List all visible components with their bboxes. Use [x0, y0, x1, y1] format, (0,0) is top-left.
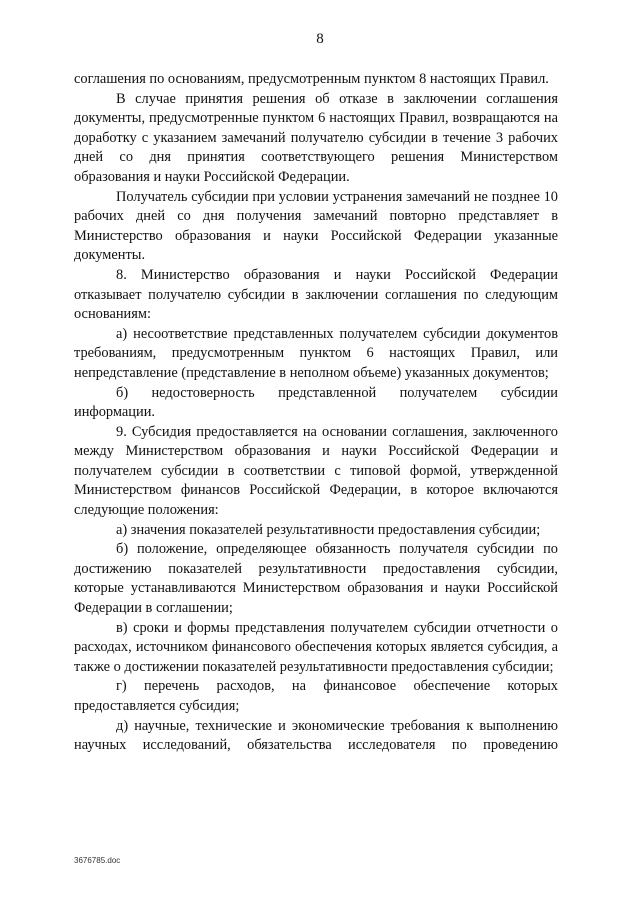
- paragraph-item-8b: б) недостоверность представленной получателем субсидии информации.: [74, 384, 558, 421]
- document-file-name: 3676785.doc: [74, 856, 121, 865]
- page-number: 8: [316, 31, 324, 47]
- paragraph-item-9d: г) перечень расходов, на финансовое обеспечение которых предоставляется субсидия;: [74, 678, 558, 714]
- paragraph-refusal-return: В случае принятия решения об отказе в заключении соглашения документы, предусмотренные пунктом 6 настоящих Правил, возвращаются на доработку с указанием замечаний получателю субсидии в течение 3 рабочих дней со дня принятия соответствующего решения Министерством образования и науки Российской Федерации.: [74, 90, 558, 185]
- paragraph-item-9: 9. Субсидия предоставляется на основании соглашения, заключенного между Министерством образования и науки Российской Федерации и получателем субсидии в соответствии с типовой формой, утвержденной Министерством финансов Российской Федерации, в которое включаются следующие положения:: [74, 423, 558, 519]
- paragraph-item-9e: д) научные, технические и экономические требования к выполнению научных исследований, обязательства исследователя по проведению: [74, 717, 558, 754]
- paragraph-item-8a: а) несоответствие представленных получателем субсидии документов требованиям, предусмотренным пунктом 6 настоящих Правил, или непредставление (представление в неполном объеме) указанных документов;: [74, 325, 558, 381]
- paragraph-item-8: 8. Министерство образования и науки Российской Федерации отказывает получателю субсидии в заключении соглашения по следующим основаниям:: [74, 266, 558, 323]
- paragraph-item-9a: а) значения показателей результативности предоставления субсидии;: [116, 521, 541, 538]
- paragraph-item-9c: в) сроки и формы представления получателем субсидии отчетности о расходах, источником финансового обеспечения которых является субсидия, а также о достижении показателей результативности предоставления субсидии;: [74, 619, 558, 675]
- paragraph-resubmission: Получатель субсидии при условии устранения замечаний не позднее 10 рабочих дней со дня получения замечаний повторно представляет в Министерство образования и науки Российской Федерации указанные документы.: [74, 188, 558, 264]
- paragraph-item-9b: б) положение, определяющее обязанность получателя субсидии по достижению показателей результативности предоставления субсидии, которые устанавливаются Министерством образования и науки Российской Федерации в соглашении;: [74, 541, 558, 617]
- document-body: [74, 70, 558, 756]
- paragraph-continuation: соглашения по основаниям, предусмотренным пунктом 8 настоящих Правил.: [74, 71, 549, 87]
